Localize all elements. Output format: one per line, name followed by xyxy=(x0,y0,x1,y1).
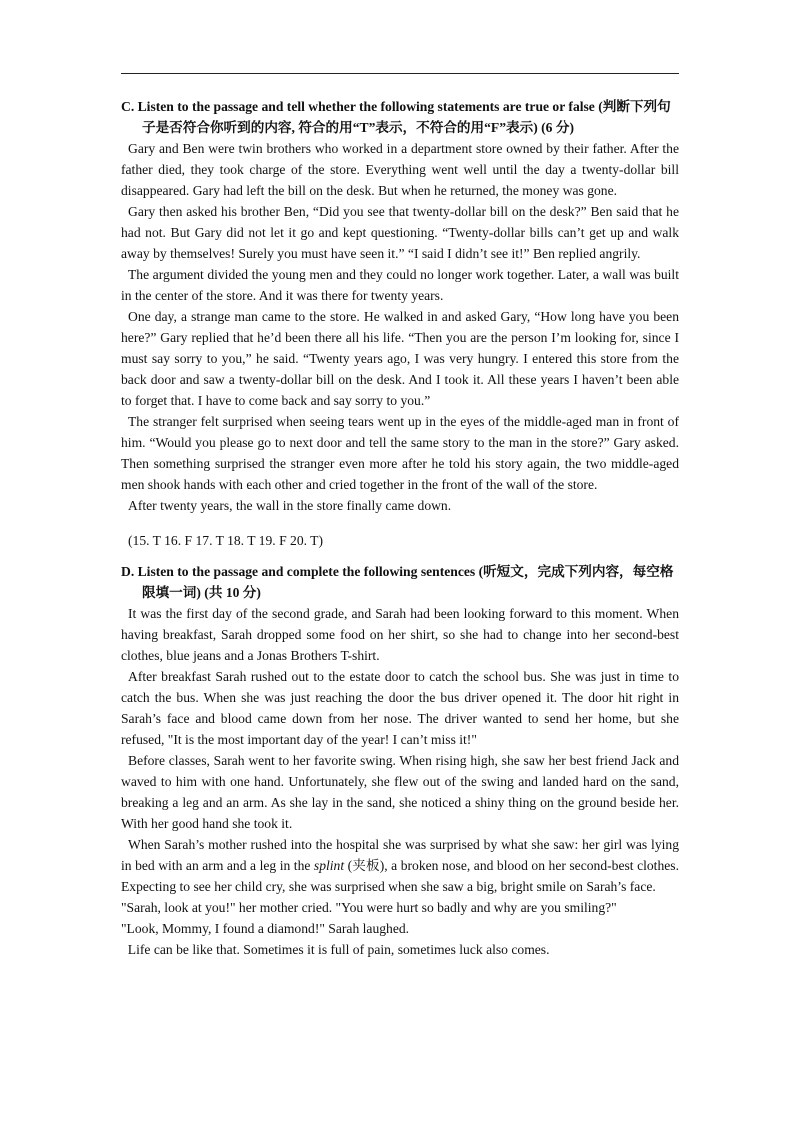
section-d-paragraph-4 xyxy=(121,834,679,897)
section-c-paragraph-6: After twenty years, the wall in the store finally came down. xyxy=(128,498,452,513)
section-d-paragraph-2: After breakfast Sarah rushed out to the estate door to catch the school bus. She was just in time to catch the bus. When she was just reaching the door the bus driver opened it. The door hit right in Sarah’s face and blood came down from her nose. The driver wanted to send her home, but she refused, "It is the most important day of the year! I can’t miss it!" xyxy=(121,669,679,747)
section-c-paragraph-5: The stranger felt surprised when seeing tears went up in the eyes of the middle-aged man in front of him. “Would you please go to next door and tell the same story to the man in the store?” Gary asked. Then something surprised the stranger even more after he told his story again, the two middle-aged men shook hands with each other and cried together in the front of the wall of the store. xyxy=(121,414,679,492)
section-d-paragraph-3: Before classes, Sarah went to her favorite swing. When rising high, she saw her best friend Jack and waved to him with one hand. Unfortunately, she flew out of the swing and landed hard on the sand, breaking a leg and an arm. As she lay in the sand, she noticed a shiny thing on the ground beside her. With her good hand she took it. xyxy=(121,753,679,831)
section-d-paragraph-7: Life can be like that. Sometimes it is full of pain, sometimes luck also comes. xyxy=(121,942,550,957)
section-d-paragraph-4-text-a: When Sarah’s mother rushed into the hospital she was surprised by what she saw: her girl was lying in bed with an arm and a leg in the xyxy=(121,837,679,873)
section-d-paragraph-5: "Sarah, look at you!" her mother cried. "You were hurt so badly and why are you smiling?" xyxy=(121,900,617,915)
section-c-paragraph-4: One day, a strange man came to the store. He walked in and asked Gary, “How long have you been here?” Gary replied that he’d been there all his life. “Then you are the person I’m looking for, since I must say sorry to you,” he said. “Twenty years ago, I was very hungry. I entered this store from the back door and saw a twenty-dollar bill on the desk. And I took it. All these years I haven’t been able to forget that. I have to come back and say sorry to you.” xyxy=(121,309,679,408)
section-d-paragraph-1: It was the first day of the second grade, and Sarah had been looking forward to this moment. When having breakfast, Sarah dropped some food on her shirt, so she had to change into her second-best clothes, blue jeans and a Jonas Brothers T-shirt. xyxy=(121,606,679,663)
section-c-paragraph-3: The argument divided the young men and they could no longer work together. Later, a wall was built in the center of the store. And it was there for twenty years. xyxy=(121,267,679,303)
section-d-paragraph-4-text-b: (夹板), a broken nose, and blood on her second-best clothes. Expecting to see her child cry, she was surprised when she saw a big, bright smile on Sarah’s face. xyxy=(121,858,679,894)
section-c-heading: C. Listen to the passage and tell whether the following statements are true or false (判断下列句子是否符合你听到的内容, 符合的用“T”表示，不符合的用“F”表示) (6 分) xyxy=(121,99,671,135)
section-d-paragraph-6: "Look, Mommy, I found a diamond!" Sarah laughed. xyxy=(121,921,410,936)
page-content xyxy=(121,96,679,960)
section-c-answers: (15. T 16. F 17. T 18. T 19. F 20. T) xyxy=(128,533,324,548)
section-d-splint-term: splint xyxy=(313,858,345,873)
section-d-heading: D. Listen to the passage and complete the following sentences (听短文，完成下列内容，每空格限填一词) (共 10 分) xyxy=(121,564,674,600)
section-c-paragraph-2: Gary then asked his brother Ben, “Did you see that twenty-dollar bill on the desk?” Ben said that he had not. But Gary did not let it go and kept questioning. “Twenty-dollar bills can’t get up and walk away by themselves! Surely you must have seen it.” “I said I didn’t see it!” Ben replied angrily. xyxy=(121,204,679,261)
section-c-paragraph-1: Gary and Ben were twin brothers who worked in a department store owned by their father. After the father died, they took charge of the store. Everything went well until the day a twenty-dollar bill disappeared. Gary had left the bill on the desk. But when he returned, the money was gone. xyxy=(121,141,679,198)
header-rule xyxy=(121,73,679,74)
